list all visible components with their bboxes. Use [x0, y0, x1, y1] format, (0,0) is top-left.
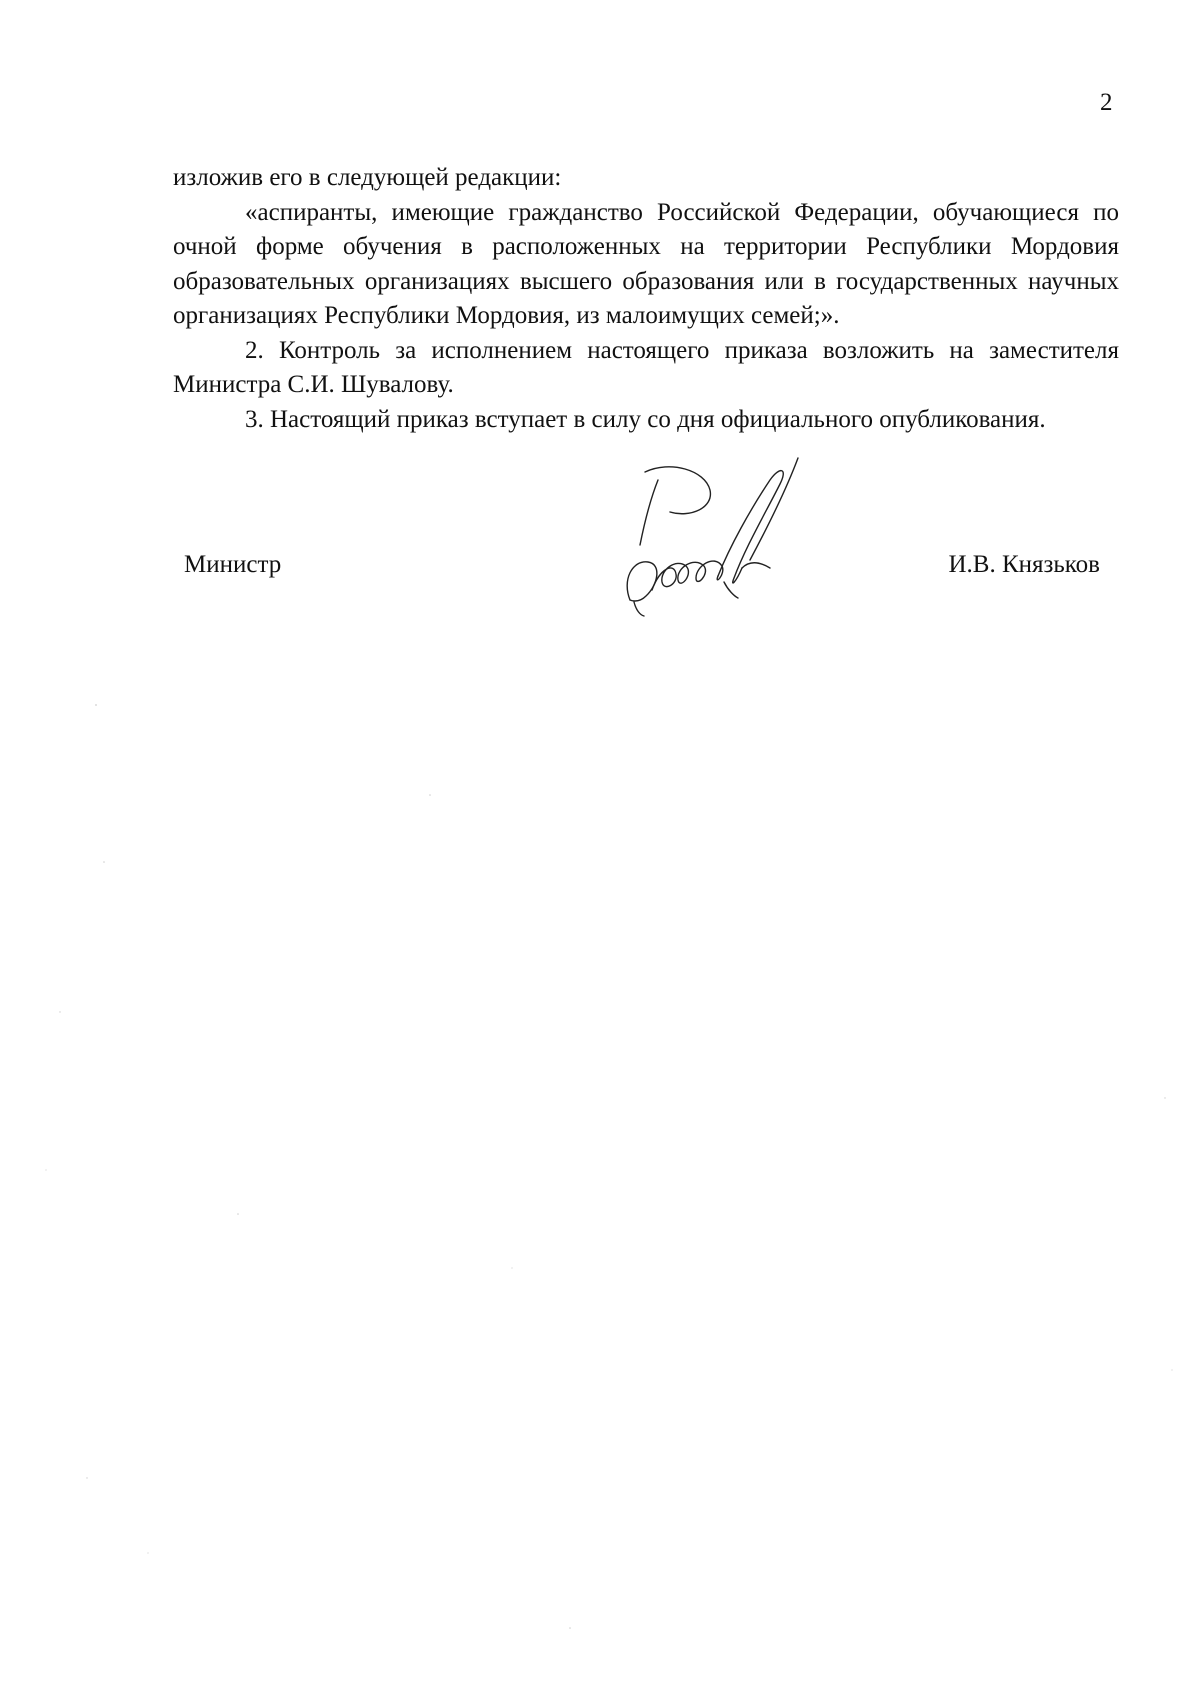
paragraph-item-2: 2. Контроль за исполнением настоящего приказа возложить на заместителя Министра С.И. Шувалову.	[173, 336, 1119, 398]
handwritten-signature	[610, 450, 840, 620]
paragraph-item-3: 3. Настоящий приказ вступает в силу со дня официального опубликования.	[245, 405, 1046, 433]
paragraph-intro: изложив его в следующей редакции:	[173, 164, 562, 191]
signature-block	[180, 548, 1100, 588]
paragraph-quoted-amendment: «аспиранты, имеющие гражданство Российской Федерации, обучающиеся по очной форме обучения в расположенных на территории Республики Мордовия образовательных организациях высшего образования или в государственных научных организациях Республики Мордовия, из малоимущих семей;».	[173, 198, 1119, 329]
page-number: 2	[1100, 89, 1113, 116]
order-body-text	[173, 161, 1119, 437]
signatory-position: Министр	[184, 551, 282, 578]
signatory-name: И.В. Князьков	[948, 551, 1100, 578]
